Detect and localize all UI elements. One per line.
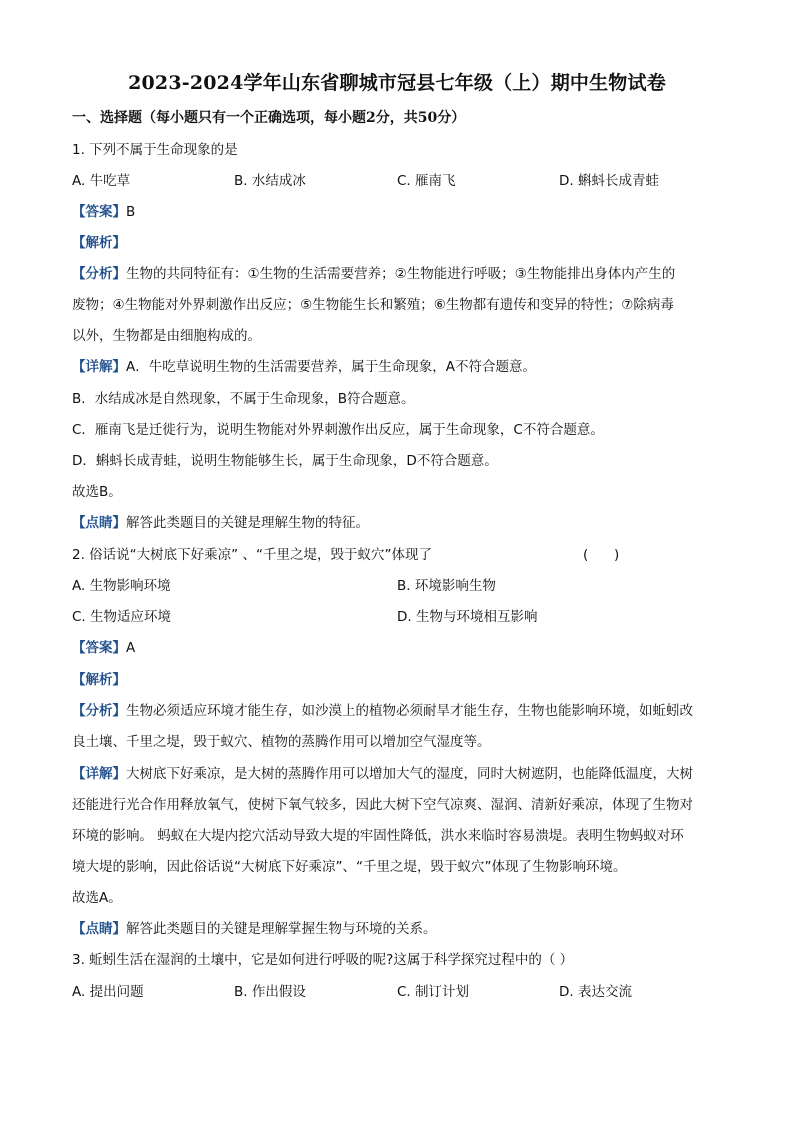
- analysis-text: 生物必须适应环境才能生存，如沙漠上的植物必须耐旱才能生存，生物也能影响环境，如蚯蚓改: [126, 703, 693, 719]
- analysis-text: 生物的共同特征有：①生物的生活需要营养；②生物能进行呼吸；③生物能排出身体内产生的: [126, 266, 676, 282]
- answer-tag: 【答案】: [72, 204, 126, 220]
- question-stem: 1. 下列不属于生命现象的是: [72, 142, 238, 158]
- answer-line: [72, 202, 722, 222]
- comment-text: 解答此类题目的关键是理解掌握生物与环境的关系。: [126, 921, 437, 937]
- option-d: D. 生物与环境相互影响: [397, 609, 538, 625]
- comment-paragraph: [72, 919, 722, 939]
- answer-line: [72, 638, 722, 658]
- detail-text: A．牛吃草说明生物的生活需要营养，属于生命现象，A不符合题意。: [126, 359, 536, 375]
- analysis-tag: 【解析】: [72, 672, 126, 688]
- dianjing-tag: 【点睛】: [72, 921, 126, 937]
- detail-text: 还能进行光合作用释放氧气，使树下氧气较多，因此大树下空气凉爽、湿润、清新好乘凉，体现了生物对: [72, 797, 693, 813]
- analysis-text: 良土壤、千里之堤，毁于蚁穴、植物的蒸腾作用可以增加空气湿度等。: [72, 734, 491, 750]
- option-b: B. 水结成冰: [234, 173, 306, 189]
- analysis-text: 废物；④生物能对外界刺激作出反应；⑤生物能生长和繁殖；⑥生物都有遗传和变异的特性；⑦除病毒: [72, 297, 674, 313]
- question-stem: 3. 蚯蚓生活在湿润的土壤中，它是如何进行呼吸的呢?这属于科学探究过程中的（ ）: [72, 952, 574, 968]
- option-c: C. 雁南飞: [397, 173, 456, 189]
- detail-text: 境大堤的影响，因此俗话说“大树底下好乘凉”、“千里之堤，毁于蚁穴”体现了生物影响环境。: [72, 859, 627, 875]
- option-d: D. 蝌蚪长成青蛙: [559, 173, 659, 189]
- option-b: B. 环境影响生物: [397, 578, 496, 594]
- option-c: C. 生物适应环境: [72, 609, 172, 625]
- option-a: A. 生物影响环境: [72, 578, 171, 594]
- dianjing-tag: 【点睛】: [72, 515, 126, 531]
- detail-text: 故选A。: [72, 890, 122, 906]
- section-heading: 一、选择题（每小题只有一个正确选项，每小题2分，共50分）: [72, 110, 466, 126]
- option-c: C. 制订计划: [397, 984, 470, 1000]
- detail-text: B．水结成冰是自然现象，不属于生命现象，B符合题意。: [72, 391, 415, 407]
- option-d: D. 表达交流: [559, 984, 632, 1000]
- answer-value: A: [126, 640, 136, 656]
- question-stem: 2. 俗话说“大树底下好乘凉” 、“千里之堤，毁于蚁穴”体现了: [72, 547, 432, 563]
- option-a: A. 提出问题: [72, 984, 144, 1000]
- detail-paragraph: [72, 764, 722, 784]
- option-b: B. 作出假设: [234, 984, 306, 1000]
- option-a: A. 牛吃草: [72, 173, 131, 189]
- detail-text: 环境的影响。 蚂蚁在大堤内挖穴活动导致大堤的牢固性降低，洪水来临时容易溃堤。表明生物蚂蚁对环: [72, 828, 684, 844]
- detail-text: 大树底下好乘凉，是大树的蒸腾作用可以增加大气的湿度，同时大树遮阴，也能降低温度，大树: [126, 766, 693, 782]
- answer-value: B: [126, 204, 136, 220]
- fenxi-tag: 【分析】: [72, 703, 126, 719]
- xiangjie-tag: 【详解】: [72, 359, 126, 375]
- analysis-paragraph: [72, 701, 722, 721]
- page-title: 2023-2024学年山东省聊城市冠县七年级（上）期中生物试卷: [128, 72, 666, 94]
- detail-text: C．雁南飞是迁徙行为，说明生物能对外界刺激作出反应，属于生命现象，C不符合题意。: [72, 422, 604, 438]
- analysis-paragraph: [72, 264, 722, 284]
- detail-paragraph: [72, 357, 722, 377]
- answer-tag: 【答案】: [72, 640, 126, 656]
- answer-parentheses: ( ): [583, 547, 620, 563]
- detail-text: D．蝌蚪长成青蛙，说明生物能够生长，属于生命现象，D不符合题意。: [72, 453, 498, 469]
- comment-paragraph: [72, 513, 722, 533]
- analysis-text: 以外，生物都是由细胞构成的。: [72, 328, 261, 344]
- fenxi-tag: 【分析】: [72, 266, 126, 282]
- detail-text: 故选B。: [72, 484, 122, 500]
- analysis-tag: 【解析】: [72, 235, 126, 251]
- comment-text: 解答此类题目的关键是理解生物的特征。: [126, 515, 369, 531]
- xiangjie-tag: 【详解】: [72, 766, 126, 782]
